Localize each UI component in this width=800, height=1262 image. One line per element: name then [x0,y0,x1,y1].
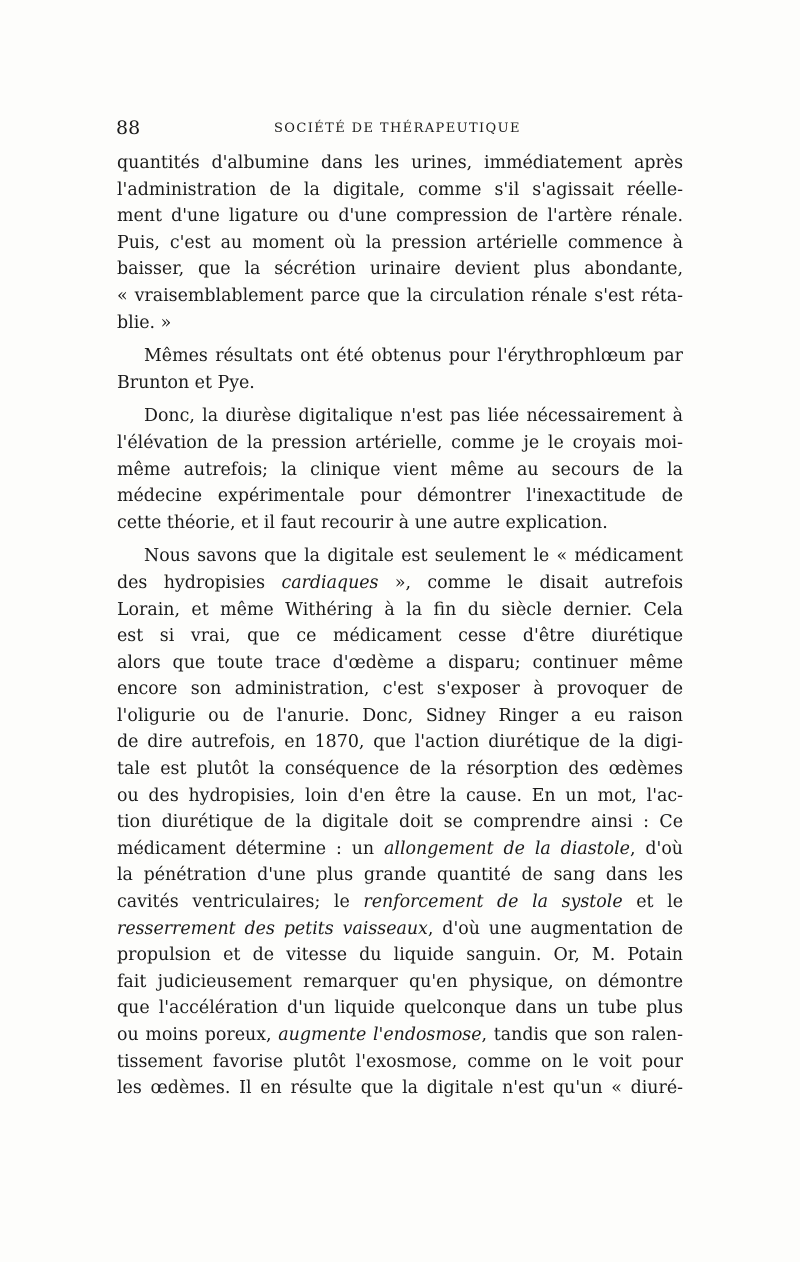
text-line: médicament détermine : un allongement de la diastole, d'où [117,838,684,859]
text-line: la pénétration d'une plus grande quantité de sang dans les [117,865,683,886]
text-line: l'administration de la digitale, comme s'il s'agissait réelle- [117,179,683,200]
paragraph [117,150,683,336]
text-line: resserrement des petits vaisseaux, d'où une augmentation de [117,918,683,939]
text-line: Donc, la diurèse digitalique n'est pas liée nécessairement à [144,406,683,427]
text-line: l'élévation de la pression artérielle, comme je le croyais moi- [117,432,683,453]
text-line: tissement favorise plutôt l'exosmose, comme on le voit pour [117,1051,683,1072]
text-line: tale est plutôt la conséquence de la résorption des œdèmes [117,759,683,780]
paragraph [117,543,683,1101]
text-line: blie. » [117,312,172,333]
text-line: ment d'une ligature ou d'une compression de l'artère rénale. [117,206,683,227]
text-line: cavités ventriculaires; le renforcement de la systole et le [117,892,683,913]
text-line: Nous savons que la digitale est seulement le « médicament [144,546,683,567]
text-line: tion diurétique de la digitale doit se comprendre ainsi : Ce [117,812,683,833]
text-line: fait judicieusement remarquer qu'en physique, on démontre [117,971,683,992]
text-line: l'oligurie ou de l'anurie. Donc, Sidney Ringer a eu raison [117,705,683,726]
text-line: propulsion et de vitesse du liquide sanguin. Or, M. Potain [117,945,683,966]
paragraph [117,403,683,536]
body-text [117,150,683,1102]
text-line: quantités d'albumine dans les urines, immédiatement après [117,153,683,173]
text-line: Lorain, et même Withéring à la fin du siècle dernier. Cela [117,599,683,620]
text-line: est si vrai, que ce médicament cesse d'être diurétique [117,626,683,647]
text-line: médecine expérimentale pour démontrer l'inexactitude de [117,486,683,507]
text-line: ou moins poreux, augmente l'endosmose, tandis que son ralen- [117,1025,684,1045]
text-line: des hydropisies cardiaques », comme le disait autrefois [117,572,683,593]
italic-term: allongement de la diastole [384,838,630,859]
italic-term: renforcement de la systole [363,892,623,913]
text-line: les œdèmes. Il en résulte que la digitale n'est qu'un « diuré- [117,1078,683,1099]
running-head: SOCIÉTÉ DE THÉRAPEUTIQUE [274,121,521,136]
text-line: Puis, c'est au moment où la pression artérielle commence à [117,232,683,253]
text-line: même autrefois; la clinique vient même au secours de la [117,459,683,480]
text-line: que l'accélération d'un liquide quelconque dans un tube plus [117,998,683,1019]
italic-term: resserrement des petits vaisseaux [117,918,428,939]
page-number: 88 [116,117,141,139]
text-line: Mêmes résultats ont été obtenus pour l'érythrophlœum par [144,346,683,367]
paragraph [117,343,683,396]
text-line: Brunton et Pye. [117,372,255,393]
text-line: baisser, que la sécrétion urinaire devient plus abondante, [117,259,683,280]
text-line: alors que toute trace d'œdème a disparu; continuer même [117,652,683,673]
text-line: cette théorie, et il faut recourir à une autre explication. [117,512,608,533]
italic-term: cardiaques [281,572,379,593]
page-header [116,113,686,143]
text-line: « vraisemblablement parce que la circulation rénale s'est réta- [117,285,683,306]
italic-term: augmente l'endosmose [278,1025,482,1045]
text-line: ou des hydropisies, loin d'en être la cause. En un mot, l'ac- [117,785,683,806]
text-line: encore son administration, c'est s'exposer à provoquer de [117,679,683,700]
text-line: de dire autrefois, en 1870, que l'action diurétique de la digi- [117,732,683,753]
